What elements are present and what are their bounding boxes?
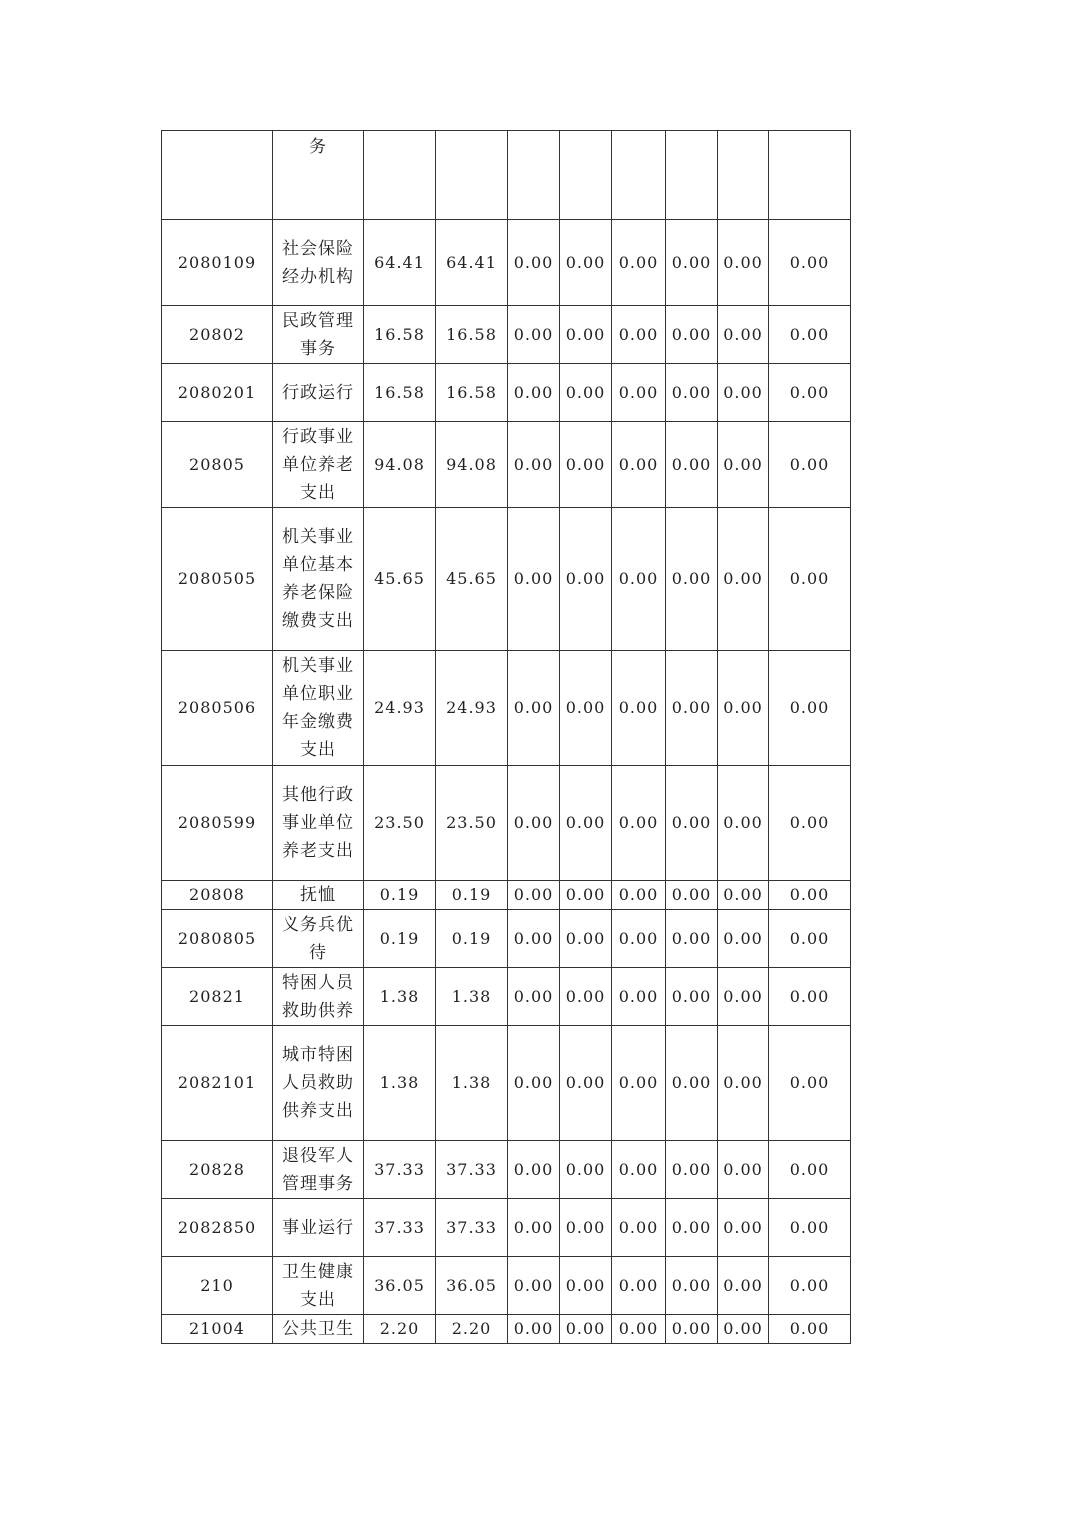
amount-cell: 0.00 — [769, 422, 851, 508]
amount-cell: 45.65 — [364, 508, 436, 651]
amount-cell: 0.00 — [769, 910, 851, 968]
amount-cell: 0.00 — [769, 1026, 851, 1141]
amount-cell — [436, 131, 508, 220]
amount-cell: 0.00 — [508, 1141, 560, 1199]
amount-cell: 0.19 — [364, 881, 436, 910]
amount-cell — [718, 131, 769, 220]
amount-cell: 0.19 — [436, 881, 508, 910]
amount-cell: 24.93 — [364, 651, 436, 766]
amount-cell — [508, 131, 560, 220]
subject-name-cell: 机关事业单位职业年金缴费支出 — [273, 651, 364, 766]
amount-cell: 24.93 — [436, 651, 508, 766]
table-row — [162, 508, 851, 651]
amount-cell: 0.00 — [612, 1141, 666, 1199]
table-row — [162, 1315, 851, 1344]
amount-cell: 0.00 — [718, 306, 769, 364]
amount-cell: 0.00 — [560, 1257, 612, 1315]
amount-cell: 16.58 — [436, 306, 508, 364]
subject-code-cell: 2080805 — [162, 910, 273, 968]
amount-cell: 0.00 — [508, 508, 560, 651]
amount-cell: 0.00 — [508, 968, 560, 1026]
subject-code-cell: 2080109 — [162, 220, 273, 306]
amount-cell: 0.00 — [508, 306, 560, 364]
table-row — [162, 220, 851, 306]
table-row — [162, 364, 851, 422]
subject-name-cell: 民政管理事务 — [273, 306, 364, 364]
amount-cell: 23.50 — [436, 766, 508, 881]
amount-cell: 0.00 — [718, 422, 769, 508]
amount-cell: 0.00 — [508, 651, 560, 766]
amount-cell: 0.00 — [718, 220, 769, 306]
amount-cell: 0.00 — [666, 910, 718, 968]
amount-cell: 0.00 — [666, 220, 718, 306]
amount-cell: 45.65 — [436, 508, 508, 651]
subject-code-cell: 2082101 — [162, 1026, 273, 1141]
table-row — [162, 422, 851, 508]
amount-cell: 0.00 — [560, 1026, 612, 1141]
subject-code-cell: 2082850 — [162, 1199, 273, 1257]
table-row — [162, 1199, 851, 1257]
amount-cell: 0.00 — [560, 220, 612, 306]
amount-cell: 0.00 — [560, 508, 612, 651]
subject-name-cell: 城市特困人员救助供养支出 — [273, 1026, 364, 1141]
amount-cell: 0.00 — [560, 1315, 612, 1344]
amount-cell: 0.00 — [508, 1026, 560, 1141]
amount-cell: 0.00 — [769, 968, 851, 1026]
table-row — [162, 910, 851, 968]
amount-cell: 0.00 — [612, 910, 666, 968]
amount-cell: 0.00 — [612, 422, 666, 508]
amount-cell: 0.00 — [769, 1199, 851, 1257]
amount-cell: 94.08 — [436, 422, 508, 508]
amount-cell: 0.00 — [612, 508, 666, 651]
amount-cell: 16.58 — [364, 364, 436, 422]
amount-cell: 0.19 — [436, 910, 508, 968]
amount-cell: 0.00 — [666, 881, 718, 910]
amount-cell: 0.00 — [612, 881, 666, 910]
subject-code-cell: 20828 — [162, 1141, 273, 1199]
amount-cell: 0.00 — [666, 1315, 718, 1344]
table-body — [162, 131, 851, 1344]
subject-code-cell: 2080599 — [162, 766, 273, 881]
subject-code-cell: 210 — [162, 1257, 273, 1315]
amount-cell: 0.00 — [718, 1257, 769, 1315]
amount-cell: 0.00 — [718, 766, 769, 881]
table-row — [162, 881, 851, 910]
subject-name-cell: 退役军人管理事务 — [273, 1141, 364, 1199]
subject-code-cell — [162, 131, 273, 220]
table-row — [162, 651, 851, 766]
amount-cell: 0.00 — [769, 1257, 851, 1315]
subject-code-cell: 20802 — [162, 306, 273, 364]
amount-cell: 0.00 — [612, 1026, 666, 1141]
amount-cell: 0.00 — [718, 364, 769, 422]
amount-cell: 1.38 — [436, 968, 508, 1026]
amount-cell: 0.00 — [769, 306, 851, 364]
amount-cell: 0.00 — [508, 1315, 560, 1344]
amount-cell: 0.00 — [718, 651, 769, 766]
subject-name-cell: 行政事业单位养老支出 — [273, 422, 364, 508]
subject-code-cell: 20808 — [162, 881, 273, 910]
amount-cell — [666, 131, 718, 220]
amount-cell: 0.00 — [612, 1199, 666, 1257]
amount-cell: 0.00 — [769, 1315, 851, 1344]
subject-name-cell: 特困人员救助供养 — [273, 968, 364, 1026]
amount-cell: 0.00 — [560, 1141, 612, 1199]
amount-cell: 0.00 — [769, 1141, 851, 1199]
amount-cell: 0.00 — [769, 508, 851, 651]
amount-cell: 0.00 — [560, 766, 612, 881]
amount-cell: 0.00 — [560, 364, 612, 422]
amount-cell: 0.00 — [612, 364, 666, 422]
subject-name-cell: 社会保险经办机构 — [273, 220, 364, 306]
amount-cell: 0.00 — [560, 306, 612, 364]
amount-cell: 0.00 — [612, 766, 666, 881]
amount-cell: 0.00 — [508, 881, 560, 910]
amount-cell: 2.20 — [436, 1315, 508, 1344]
amount-cell: 0.00 — [666, 651, 718, 766]
amount-cell: 0.00 — [718, 881, 769, 910]
subject-name-cell: 事业运行 — [273, 1199, 364, 1257]
amount-cell: 64.41 — [436, 220, 508, 306]
amount-cell: 0.00 — [508, 1199, 560, 1257]
amount-cell: 36.05 — [436, 1257, 508, 1315]
amount-cell: 0.19 — [364, 910, 436, 968]
amount-cell: 0.00 — [666, 1026, 718, 1141]
amount-cell: 0.00 — [666, 968, 718, 1026]
amount-cell — [612, 131, 666, 220]
amount-cell: 0.00 — [508, 364, 560, 422]
subject-code-cell: 2080201 — [162, 364, 273, 422]
amount-cell: 37.33 — [436, 1141, 508, 1199]
amount-cell — [769, 131, 851, 220]
amount-cell: 0.00 — [612, 1315, 666, 1344]
table-row — [162, 1257, 851, 1315]
amount-cell: 0.00 — [666, 422, 718, 508]
amount-cell: 0.00 — [508, 766, 560, 881]
amount-cell: 2.20 — [364, 1315, 436, 1344]
amount-cell: 64.41 — [364, 220, 436, 306]
amount-cell — [560, 131, 612, 220]
amount-cell: 0.00 — [718, 1026, 769, 1141]
amount-cell: 37.33 — [436, 1199, 508, 1257]
amount-cell: 0.00 — [560, 881, 612, 910]
amount-cell: 37.33 — [364, 1199, 436, 1257]
amount-cell: 0.00 — [666, 508, 718, 651]
amount-cell: 0.00 — [560, 910, 612, 968]
subject-code-cell: 21004 — [162, 1315, 273, 1344]
amount-cell: 0.00 — [666, 306, 718, 364]
subject-name-cell: 义务兵优待 — [273, 910, 364, 968]
amount-cell: 0.00 — [508, 1257, 560, 1315]
amount-cell: 0.00 — [560, 651, 612, 766]
subject-code-cell: 2080506 — [162, 651, 273, 766]
amount-cell: 0.00 — [508, 220, 560, 306]
table-row — [162, 766, 851, 881]
amount-cell: 1.38 — [364, 1026, 436, 1141]
table-row — [162, 1026, 851, 1141]
subject-code-cell: 20821 — [162, 968, 273, 1026]
subject-name-cell: 行政运行 — [273, 364, 364, 422]
subject-code-cell: 20805 — [162, 422, 273, 508]
subject-code-cell: 2080505 — [162, 508, 273, 651]
amount-cell: 0.00 — [666, 766, 718, 881]
table-row — [162, 968, 851, 1026]
amount-cell: 0.00 — [560, 1199, 612, 1257]
subject-name-cell: 机关事业单位基本养老保险缴费支出 — [273, 508, 364, 651]
amount-cell: 0.00 — [508, 910, 560, 968]
amount-cell: 0.00 — [666, 364, 718, 422]
table-row — [162, 131, 851, 220]
subject-name-cell: 卫生健康支出 — [273, 1257, 364, 1315]
subject-name-cell: 务 — [273, 131, 364, 220]
amount-cell: 16.58 — [364, 306, 436, 364]
amount-cell: 0.00 — [612, 968, 666, 1026]
table-row — [162, 306, 851, 364]
amount-cell: 0.00 — [612, 1257, 666, 1315]
amount-cell: 0.00 — [560, 968, 612, 1026]
amount-cell: 0.00 — [769, 881, 851, 910]
amount-cell: 0.00 — [560, 422, 612, 508]
amount-cell: 0.00 — [769, 364, 851, 422]
amount-cell: 0.00 — [612, 651, 666, 766]
amount-cell: 23.50 — [364, 766, 436, 881]
amount-cell: 1.38 — [436, 1026, 508, 1141]
amount-cell: 0.00 — [718, 1315, 769, 1344]
amount-cell: 0.00 — [769, 766, 851, 881]
subject-name-cell: 其他行政事业单位养老支出 — [273, 766, 364, 881]
amount-cell: 0.00 — [612, 306, 666, 364]
amount-cell: 0.00 — [718, 1141, 769, 1199]
amount-cell: 94.08 — [364, 422, 436, 508]
amount-cell: 37.33 — [364, 1141, 436, 1199]
amount-cell — [364, 131, 436, 220]
amount-cell: 0.00 — [666, 1141, 718, 1199]
amount-cell: 0.00 — [718, 968, 769, 1026]
amount-cell: 0.00 — [508, 422, 560, 508]
amount-cell: 0.00 — [612, 220, 666, 306]
amount-cell: 1.38 — [364, 968, 436, 1026]
table-row — [162, 1141, 851, 1199]
amount-cell: 0.00 — [666, 1257, 718, 1315]
amount-cell: 36.05 — [364, 1257, 436, 1315]
amount-cell: 0.00 — [718, 910, 769, 968]
amount-cell: 0.00 — [718, 1199, 769, 1257]
amount-cell: 0.00 — [769, 651, 851, 766]
amount-cell: 0.00 — [769, 220, 851, 306]
budget-table — [161, 130, 851, 1344]
amount-cell: 0.00 — [666, 1199, 718, 1257]
amount-cell: 16.58 — [436, 364, 508, 422]
amount-cell: 0.00 — [718, 508, 769, 651]
subject-name-cell: 抚恤 — [273, 881, 364, 910]
subject-name-cell: 公共卫生 — [273, 1315, 364, 1344]
